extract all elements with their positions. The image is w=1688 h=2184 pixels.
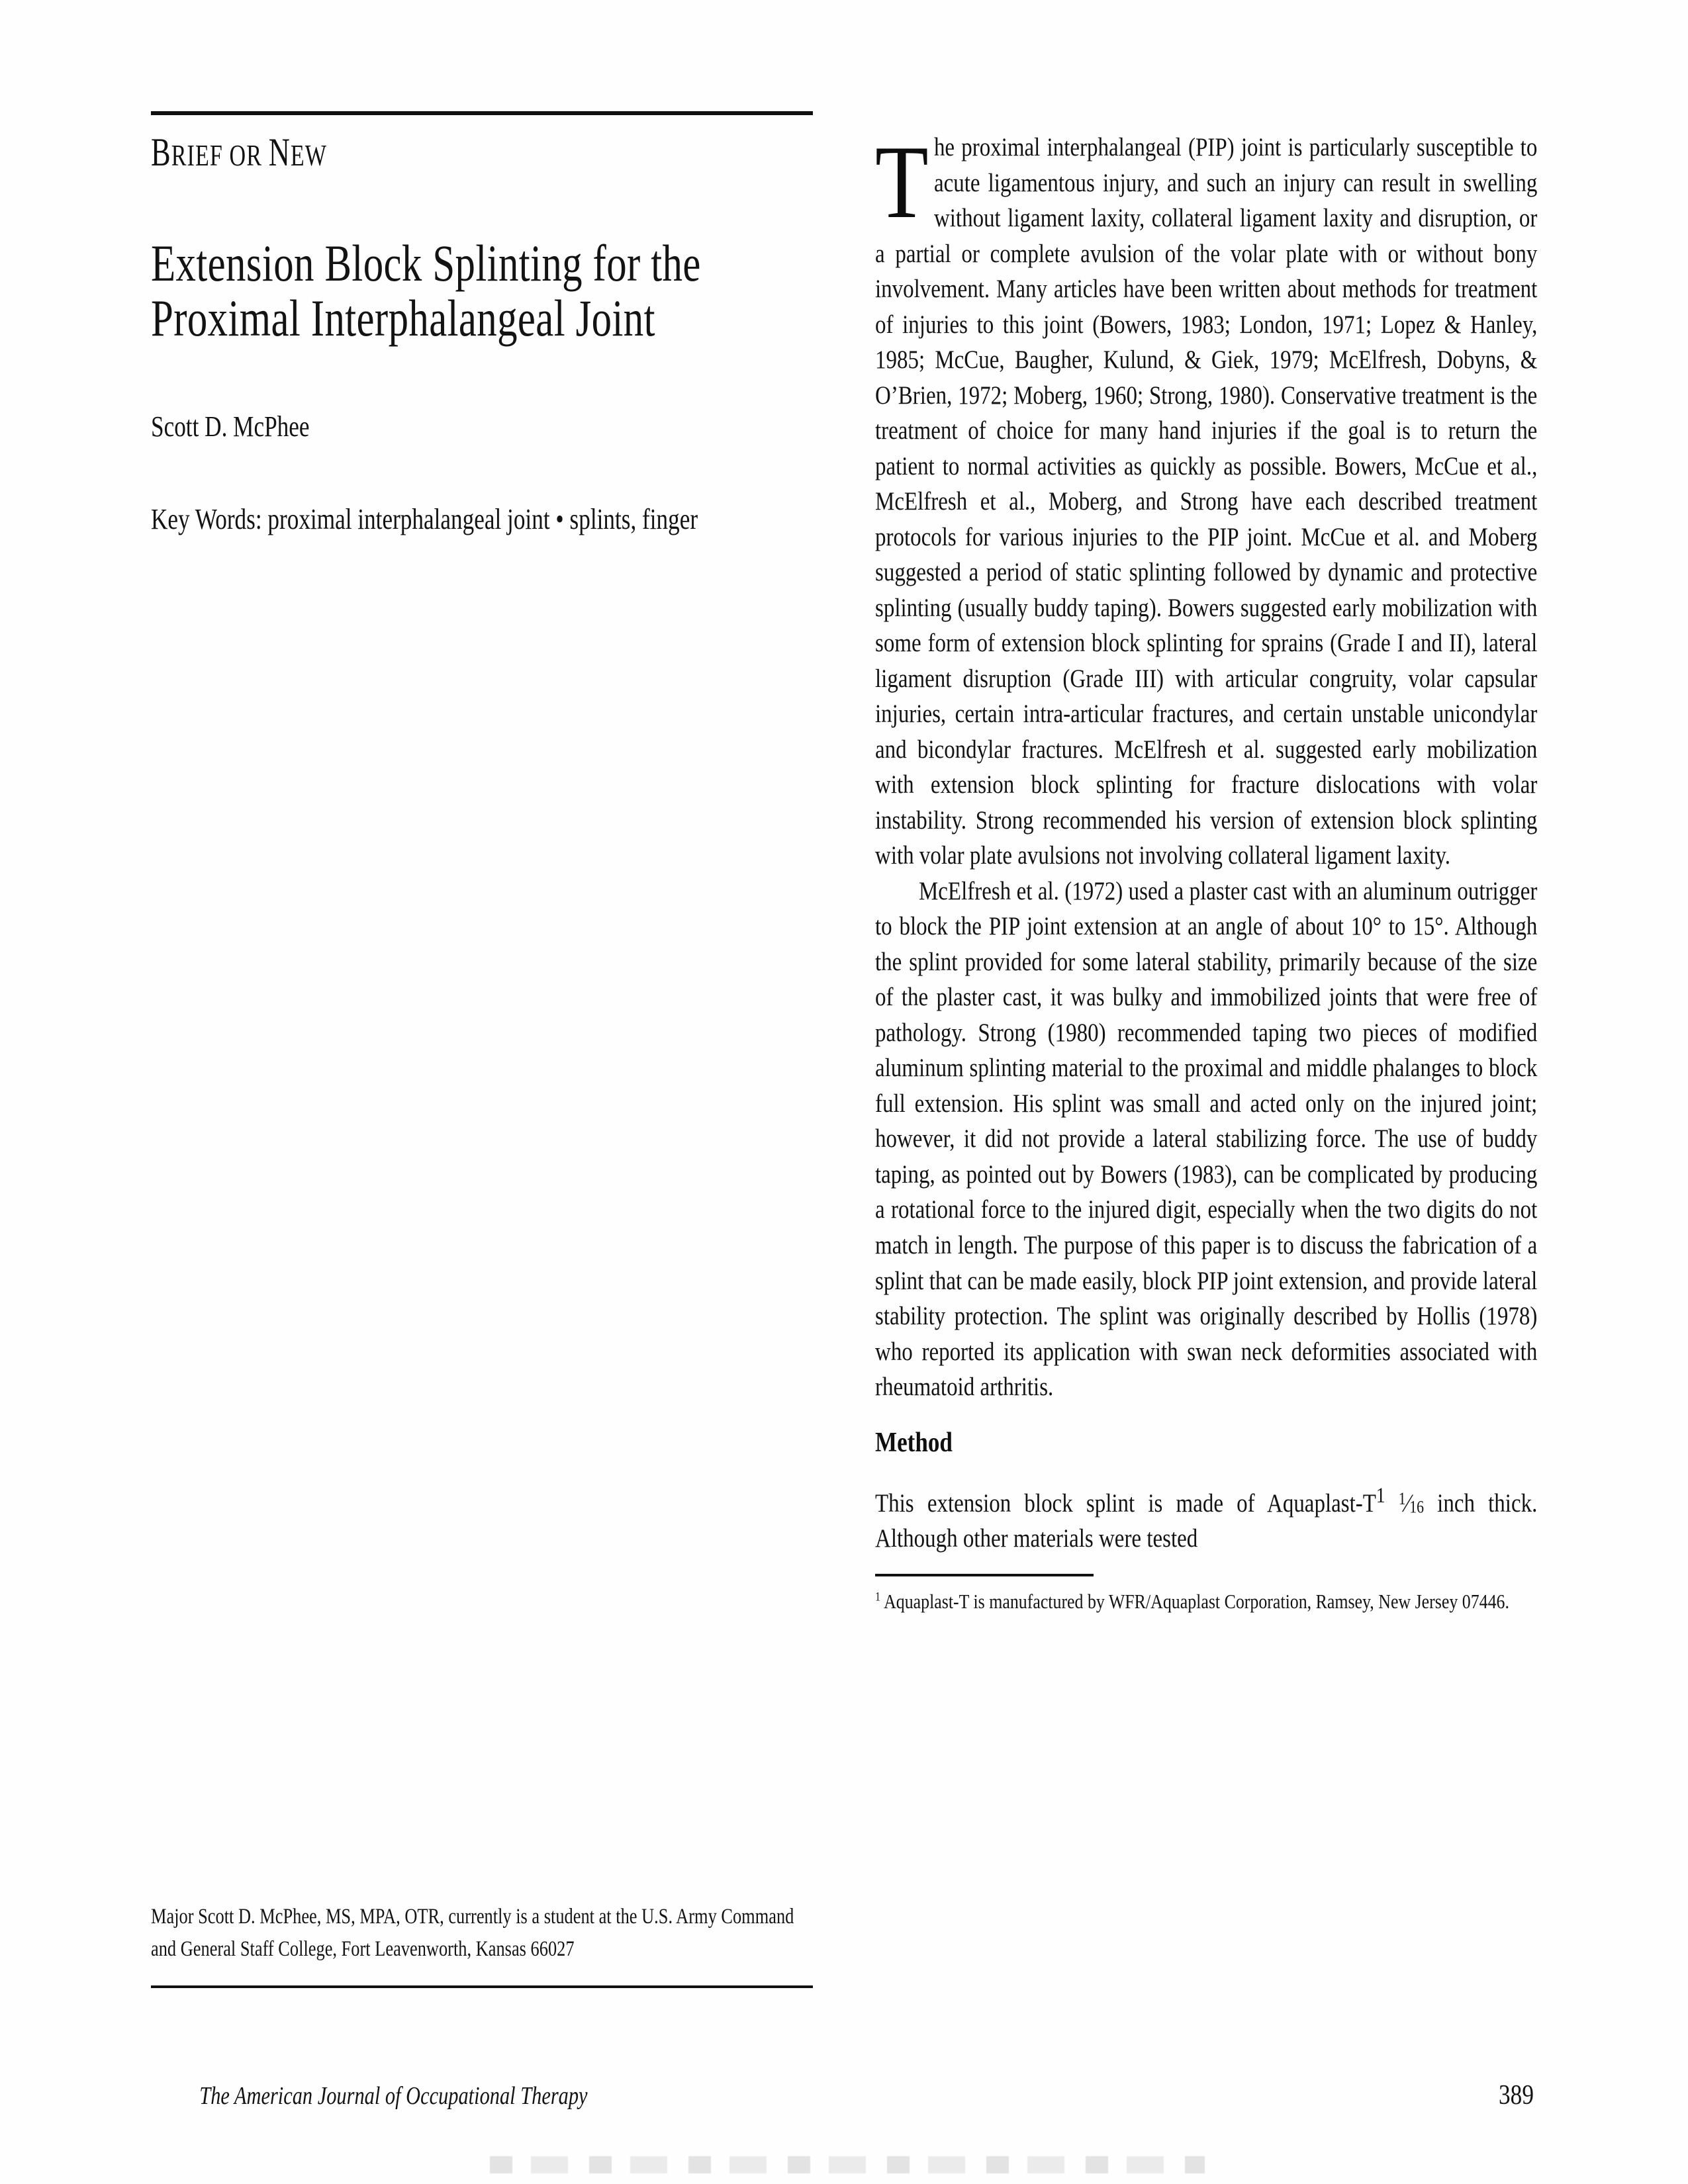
author-note-rule xyxy=(151,1985,813,1988)
author-note-text: Major Scott D. McPhee, MS, MPA, OTR, currently is a student at the U.S. Army Command and General Staff College, Fort Leavenworth, Kansas 66027 xyxy=(151,1905,794,1961)
body-copy xyxy=(875,124,1538,1405)
page-title: Extension Block Splinting for the Proximal Interphalangeal Joint xyxy=(151,234,701,347)
paragraph-intro xyxy=(875,124,1538,874)
footnote-rule xyxy=(875,1574,1094,1576)
section-kicker-initial-2: N xyxy=(268,130,291,174)
method-text-lead: This extension block splint is made of Aquaplast-T xyxy=(875,1488,1376,1518)
fraction-denominator: 16 xyxy=(1409,1497,1424,1517)
top-rule xyxy=(151,111,813,115)
right-column xyxy=(875,124,1538,1616)
fraction-one-sixteenth: $^1⁄_{16}$ xyxy=(1398,1488,1424,1518)
method-text-tail: inch thick. Although other materials were tested xyxy=(875,1488,1538,1553)
paragraph-method xyxy=(875,1481,1537,1557)
footnote-text-block xyxy=(875,1587,1537,1616)
keywords-line: Key Words: proximal interphalangeal joint • splints, finger xyxy=(151,502,698,535)
paragraph-intro-text: he proximal interphalangeal (PIP) joint is particularly susceptible to acute ligamentous injury, and such an injury can result in swelling without ligament laxity, collateral ligament laxity and disruption, or a partial or complete avulsion of the volar plate with or without bony involvement. Many articles have been written about methods for treatment of injuries to this joint (Bowers, 1983; London, 1971; Lopez & Hanley, 1985; McCue, Baugher, Kulund, & Giek, 1979; McElfresh, Dobyns, & O’Brien, 1972; Moberg, 1960; Strong, 1980). Conservative treatment is the treatment of choice for many hand injuries if the goal is to return the patient to normal activities as quickly as possible. Bowers, McCue et al., McElfresh et al., Moberg, and Strong have each described treatment protocols for various injuries to the PIP joint. McCue et al. and Moberg suggested a period of static splinting followed by dynamic and protective splinting (usually buddy taping). Bowers suggested early mobilization with some form of extension block splinting for sprains (Grade I and II), lateral ligament disruption (Grade III) with articular congruity, volar capsular injuries, certain intra-articular fractures, and certain unstable unicondylar and bicondylar fractures. McElfresh et al. suggested early mobilization with extension block splinting for fracture dislocations with volar instability. Strong recommended his version of extension block splinting with volar plate avulsions not involving collateral ligament laxity. xyxy=(875,132,1538,870)
author-note-block xyxy=(151,1901,813,1988)
heading-method: Method xyxy=(875,1427,953,1458)
section-kicker-smallcaps-1: RIEF OR xyxy=(171,138,269,172)
footnote-text: Aquaplast-T is manufactured by WFR/Aquaplast Corporation, Ramsey, New Jersey 07446. xyxy=(884,1589,1509,1613)
author-byline: Scott D. McPhee xyxy=(151,410,310,443)
drop-cap-T: T xyxy=(875,124,929,240)
footer-journal-name: The American Journal of Occupational Therapy xyxy=(199,2082,588,2110)
fraction-numerator: 1 xyxy=(1398,1488,1406,1508)
scan-bleed-artifact xyxy=(490,2156,1205,2173)
method-body-copy xyxy=(875,1481,1537,1557)
section-kicker xyxy=(151,132,641,172)
footnote-marker: 1 xyxy=(875,1590,881,1604)
section-kicker-smallcaps-2: EW xyxy=(290,138,328,172)
page-number: 389 xyxy=(1499,2080,1534,2111)
section-kicker-initial: B xyxy=(151,130,171,174)
page-footer xyxy=(151,2079,1537,2111)
left-column xyxy=(151,111,813,2004)
footnote-ref-marker: 1 xyxy=(1376,1483,1385,1508)
paragraph-history: McElfresh et al. (1972) used a plaster cast with an aluminum outrigger to block the PIP joint extension at an angle of about 10° to 15°. Although the splint provided for some lateral stability, primarily because of the size of the plaster cast, it was bulky and immobilized joints that were free of pathology. Strong (1980) recommended taping two pieces of modified aluminum splinting material to the proximal and middle phalanges to block full extension. His splint was small and acted only on the injured joint; however, it did not provide a lateral stabilizing force. The use of buddy taping, as pointed out by Bowers (1983), can be complicated by producing a rotational force to the injured digit, especially when the two digits do not match in length. The purpose of this paper is to discuss the fabrication of a splint that can be made easily, block PIP joint extension, and provide lateral stability protection. The splint was originally described by Hollis (1978) who reported its application with swan neck deformities associated with rheumatoid arthritis. xyxy=(875,876,1538,1402)
